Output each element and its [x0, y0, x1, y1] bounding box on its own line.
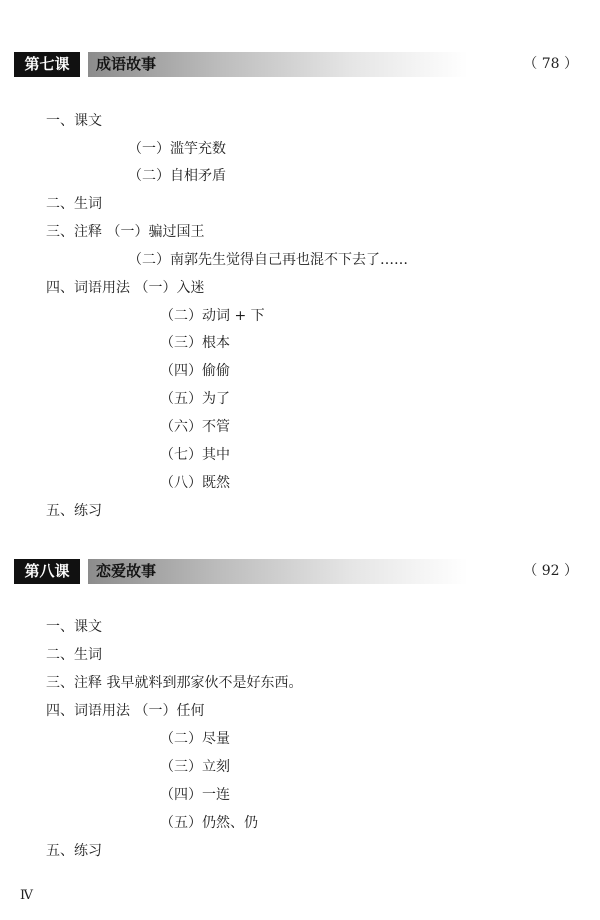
- lesson-7-title: 成语故事: [96, 55, 157, 73]
- page-number: Ⅳ: [20, 888, 33, 903]
- lesson-7-title-bar: [88, 52, 468, 77]
- lesson-7-page-number: （ 78 ）: [523, 56, 578, 72]
- lesson-8-page-number: （ 92 ）: [523, 563, 578, 579]
- toc-line: 三、注释 我早就料到那家伙不是好东西。: [46, 675, 303, 691]
- toc-line: （一）滥竽充数: [128, 141, 226, 157]
- toc-line: （二）尽量: [160, 731, 230, 747]
- toc-line: （四）一连: [160, 787, 230, 803]
- lesson-8-header: [14, 559, 586, 584]
- lesson-8-title-bar: [88, 559, 468, 584]
- toc-line: 五、练习: [46, 843, 102, 859]
- toc-line: （七）其中: [160, 447, 230, 463]
- toc-line: 四、词语用法 （一）任何: [46, 703, 205, 719]
- toc-line: （二）南郭先生觉得自己再也混不下去了……: [128, 252, 408, 268]
- lesson-7-header: [14, 52, 586, 77]
- toc-line: （五）仍然、仍: [160, 815, 258, 831]
- toc-line: （二）动词 + 下: [160, 308, 265, 324]
- toc-line: （五）为了: [160, 391, 230, 407]
- toc-line: （六）不管: [160, 419, 230, 435]
- toc-line: 五、练习: [46, 503, 102, 519]
- toc-line: 三、注释 （一）骗过国王: [46, 224, 205, 240]
- lesson-7-number: 第七课: [14, 52, 80, 77]
- toc-line: （八）既然: [160, 475, 230, 491]
- toc-line: （四）偷偷: [160, 363, 230, 379]
- toc-line: 一、课文: [46, 113, 102, 129]
- toc-line: （二）自相矛盾: [128, 168, 226, 184]
- lesson-8-title: 恋爱故事: [96, 562, 157, 580]
- toc-line: 一、课文: [46, 619, 102, 635]
- toc-line: 二、生词: [46, 647, 102, 663]
- lesson-8-number: 第八课: [14, 559, 80, 584]
- toc-line: 四、词语用法 （一）入迷: [46, 280, 205, 296]
- toc-line: （三）立刻: [160, 759, 230, 775]
- toc-line: （三）根本: [160, 335, 230, 351]
- toc-line: 二、生词: [46, 196, 102, 212]
